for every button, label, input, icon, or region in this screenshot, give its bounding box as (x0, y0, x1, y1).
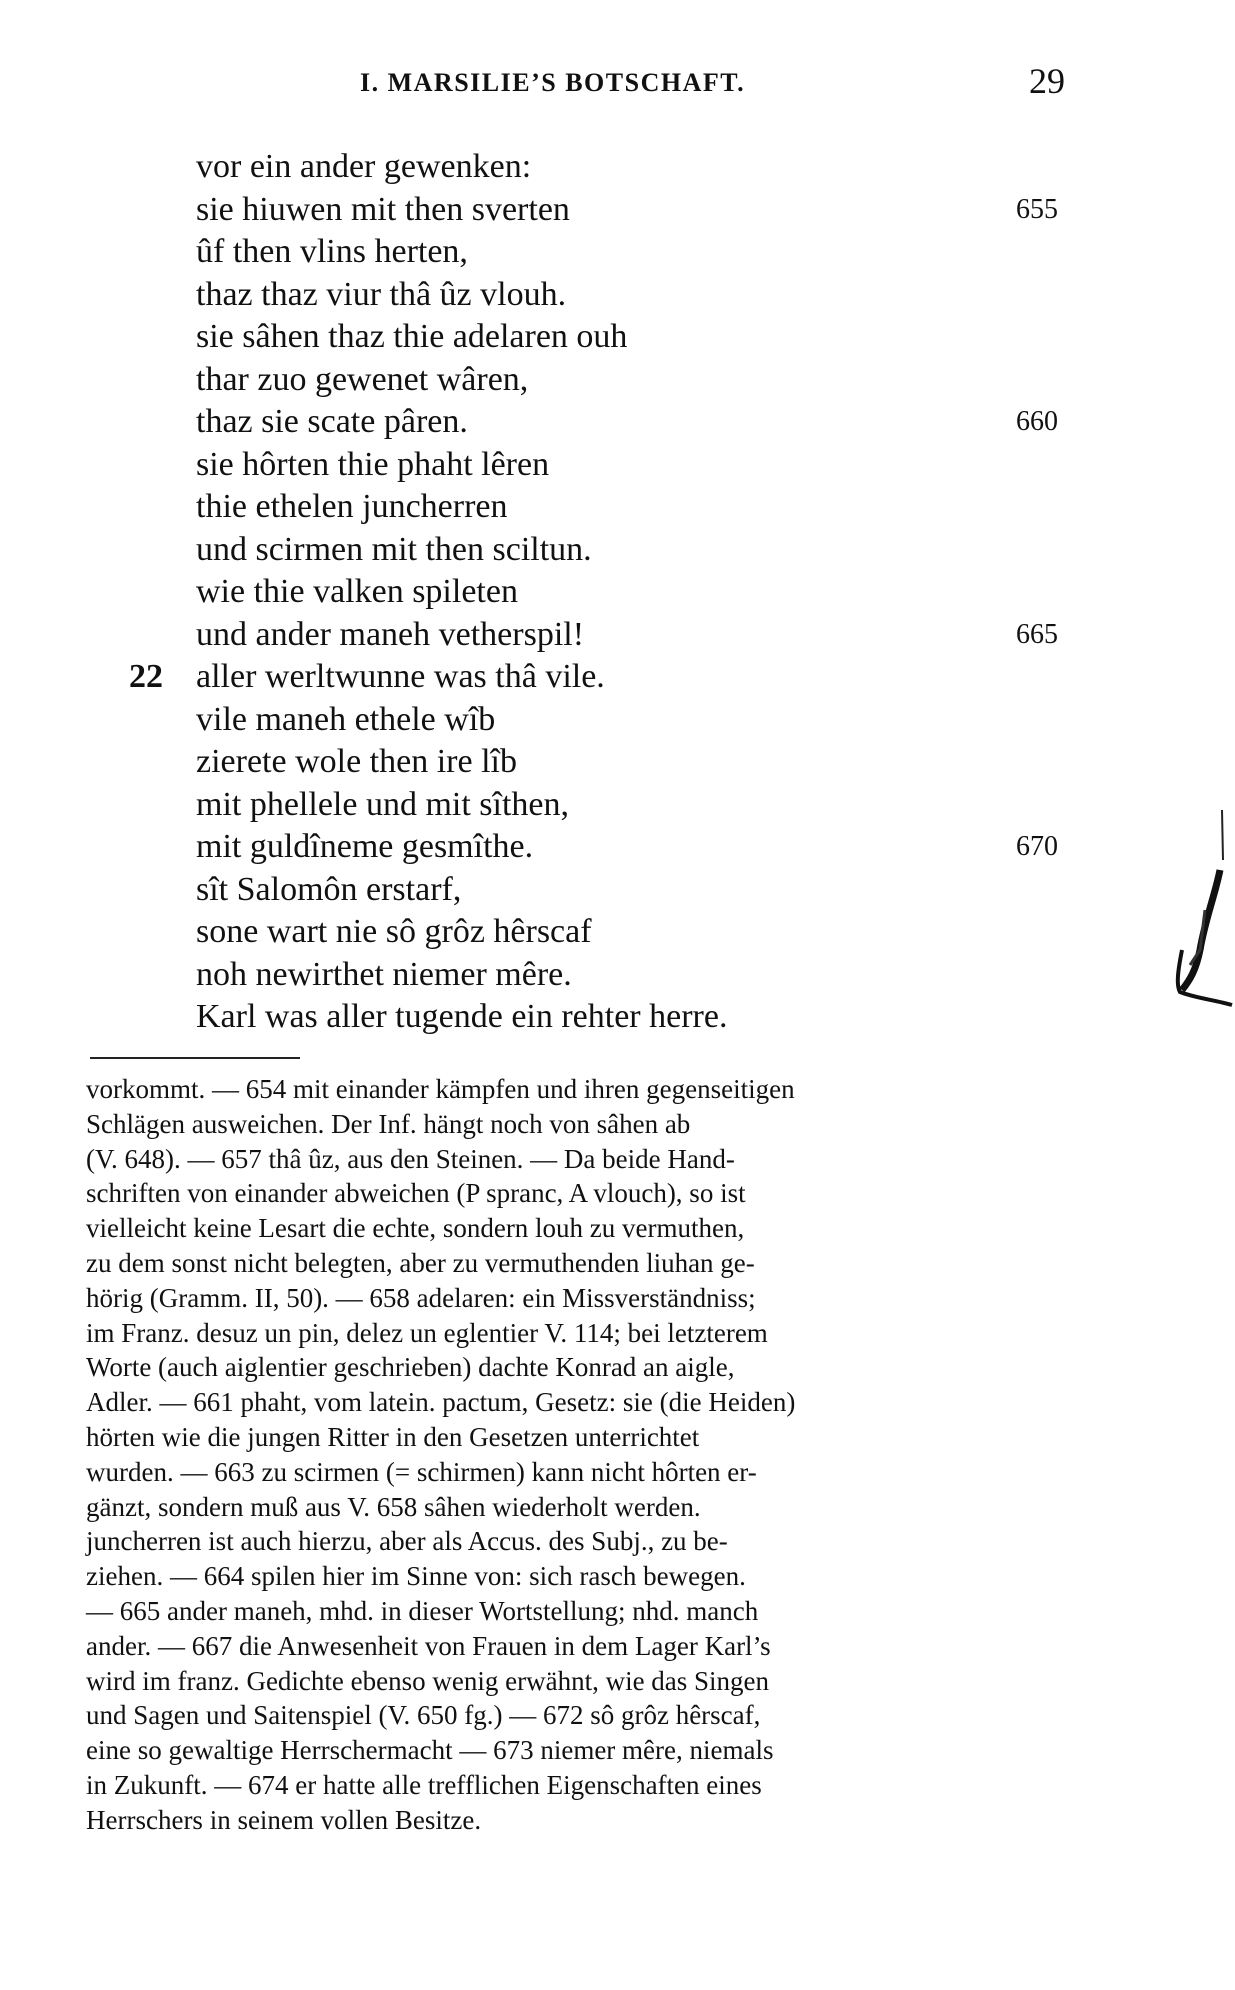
verse-line (196, 571, 1076, 614)
footnote-line: wurden. — 663 zu scirmen (= schirmen) kann nicht hôrten er- (86, 1456, 757, 1487)
footnote-line: eine so gewaltige Herrschermacht — 673 niemer mêre, niemals (86, 1735, 774, 1766)
footnote-line: Worte (auch aiglentier geschrieben) dachte Konrad an aigle, (86, 1352, 735, 1383)
page-header (0, 61, 1235, 108)
verse-line (196, 486, 1076, 529)
verse-line (196, 699, 1076, 742)
verse-line (196, 231, 1076, 274)
footnote-line: im Franz. desuz un pin, delez un eglentier V. 114; bei letzterem (86, 1317, 768, 1348)
running-head: I. MARSILIE’S BOTSCHAFT. (360, 68, 746, 97)
verse-line (196, 189, 1076, 232)
footnote-line: ander. — 667 die Anwesenheit von Frauen in dem Lager Karl’s (86, 1630, 771, 1661)
verse-text: thaz sie scate pâren. (196, 403, 468, 440)
verse-line (196, 401, 1076, 444)
footnote-line: zu dem sonst nicht belegten, aber zu vermuthenden liuhan ge- (86, 1247, 755, 1278)
verse-text: zierete wole then ire lîb (196, 743, 517, 780)
footnote-line: wird im franz. Gedichte ebenso wenig erwähnt, wie das Singen (86, 1665, 770, 1696)
verse-line (196, 359, 1076, 402)
margin-pencil-mark (1160, 800, 1235, 1010)
verse-line (196, 146, 1076, 189)
verse-text: mit guldîneme gesmîthe. (196, 828, 534, 865)
verse-line (196, 869, 1076, 912)
footnote-line: und Sagen und Saitenspiel (V. 650 fg.) — 672 sô grôz hêrscaf, (86, 1700, 761, 1731)
footnote-line: — 665 ander maneh, mhd. in dieser Wortstellung; nhd. manch (86, 1595, 759, 1626)
verse-line (196, 741, 1076, 784)
verse-text: und scirmen mit then sciltun. (196, 530, 592, 568)
footnote-line: hörten wie die jungen Ritter in den Gesetzen unterrichtet (86, 1421, 700, 1452)
verse-line (196, 784, 1076, 827)
footnote-line: Adler. — 661 phaht, vom latein. pactum, Gesetz: sie (die Heiden) (86, 1387, 796, 1418)
line-number: 660 (1016, 406, 1058, 437)
verse-line (196, 529, 1076, 572)
verse-text: noh newirthet niemer mêre. (196, 955, 572, 993)
verse-line (129, 656, 1076, 699)
footnote-line: (V. 648). — 657 thâ ûz, aus den Steinen. — Da beide Hand- (86, 1143, 735, 1174)
verse-text: vile maneh ethele wîb (196, 700, 496, 738)
line-number: 670 (1016, 831, 1058, 862)
footnote-line: in Zukunft. — 674 er hatte alle trefflichen Eigenschaften eines (86, 1769, 762, 1800)
footnote-line: vielleicht keine Lesart die echte, sondern louh zu vermuthen, (86, 1213, 745, 1244)
line-number: 655 (1016, 193, 1058, 225)
verse-text: sone wart nie sô grôz hêrscaf (196, 913, 592, 950)
verse-line (196, 911, 1076, 954)
section-number: 22 (129, 658, 163, 695)
line-number: 665 (1016, 618, 1058, 650)
verse-text: sie hiuwen mit then sverten (196, 190, 570, 228)
verse-text: thaz thaz viur thâ ûz vlouh. (196, 275, 567, 313)
footnote-line: vorkommt. — 654 mit einander kämpfen und ihren gegenseitigen (86, 1074, 795, 1104)
footnote-line: gänzt, sondern muß aus V. 658 sâhen wiederholt werden. (86, 1491, 701, 1522)
verse-text: und ander maneh vetherspil! (196, 615, 585, 653)
footnote-line: ziehen. — 664 spilen hier im Sinne von: sich rasch bewegen. (86, 1561, 746, 1592)
verse-line (196, 826, 1076, 869)
verse-line (196, 954, 1076, 997)
footnote-line: juncherren ist auch hierzu, aber als Accus. des Subj., zu be- (86, 1526, 728, 1557)
verse-text: ûf then vlins herten, (196, 233, 468, 270)
verse-text: sie hôrten thie phaht lêren (196, 445, 550, 483)
footnote-separator (90, 1057, 300, 1059)
verse-text: wie thie valken spileten (196, 573, 518, 610)
verse-line (196, 444, 1076, 487)
footnote-line: Schlägen ausweichen. Der Inf. hängt noch von sâhen ab (86, 1108, 691, 1139)
verse-text: sît Salomôn erstarf, (196, 870, 462, 908)
footnote-line: schriften von einander abweichen (P spranc, A vlouch), so ist (86, 1178, 746, 1209)
verse-line (196, 996, 1076, 1039)
footnote-line: hörig (Gramm. II, 50). — 658 adelaren: ein Missverständniss; (86, 1282, 756, 1313)
verse-line (196, 274, 1076, 317)
verse-text: thar zuo gewenet wâren, (196, 360, 529, 398)
footnote-line: Herrschers in seinem vollen Besitze. (86, 1804, 482, 1835)
verse-block (129, 146, 1076, 1039)
verse-text: mit phellele und mit sîthen, (196, 785, 570, 823)
verse-text: aller werltwunne was thâ vile. (196, 658, 605, 695)
verse-line (196, 614, 1076, 657)
footnotes (86, 1072, 1068, 1838)
page-number: 29 (1029, 61, 1065, 101)
verse-text: vor ein ander gewenken: (196, 148, 532, 185)
verse-text: thie ethelen juncherren (196, 488, 508, 525)
verse-line (196, 316, 1076, 359)
verse-text: Karl was aller tugende ein rehter herre. (196, 998, 728, 1035)
verse-text: sie sâhen thaz thie adelaren ouh (196, 318, 628, 355)
